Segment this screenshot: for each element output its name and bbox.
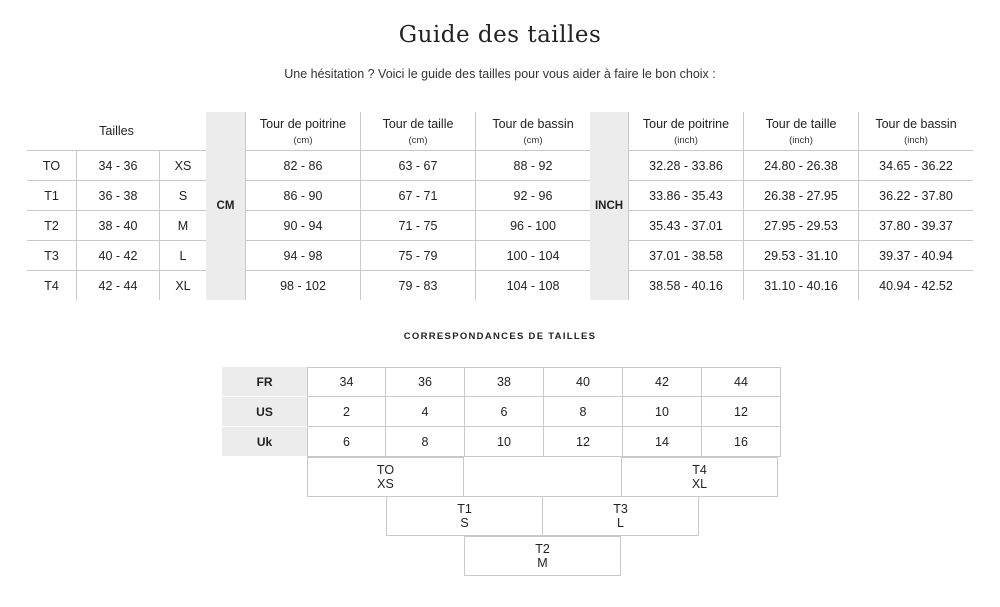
letter-size-cell: S	[159, 180, 206, 210]
column-label: Tour de taille	[382, 117, 454, 132]
size-code: TO	[376, 462, 395, 477]
size-code-cell: T2	[27, 210, 76, 240]
size-code: T2	[535, 541, 550, 556]
size-value-cell: 14	[623, 427, 702, 457]
size-code: T3	[613, 501, 628, 516]
inch-taille-cell: 27.95 - 29.53	[743, 210, 858, 240]
size-letter: XL	[691, 477, 708, 491]
cm-poitrine-cell: 98 - 102	[245, 270, 360, 300]
column-label: Tour de bassin	[492, 117, 574, 132]
size-value-cell: 34	[307, 367, 386, 397]
column-unit: (inch)	[789, 134, 813, 146]
cm-poitrine-cell: 94 - 98	[245, 240, 360, 270]
size-value-cell: 12	[702, 397, 781, 427]
inch-taille-cell: 31.10 - 40.16	[743, 270, 858, 300]
inch-column-header	[858, 112, 973, 150]
inch-bassin-cell: 40.94 - 42.52	[858, 270, 973, 300]
column-unit: (cm)	[523, 134, 543, 146]
inch-poitrine-cell: 37.01 - 38.58	[628, 240, 743, 270]
country-label: FR	[222, 367, 307, 397]
fr-size-cell: 36 - 38	[76, 180, 159, 210]
fr-size-cell: 38 - 40	[76, 210, 159, 240]
size-range-box	[621, 457, 778, 497]
inch-poitrine-cell: 38.58 - 40.16	[628, 270, 743, 300]
size-letter: XS	[377, 477, 394, 491]
cm-column-header	[245, 112, 360, 150]
inch-poitrine-cell: 33.86 - 35.43	[628, 180, 743, 210]
size-value-cell: 6	[465, 397, 544, 427]
size-code-cell: T4	[27, 270, 76, 300]
inch-column-header	[628, 112, 743, 150]
size-value-cell: 12	[544, 427, 623, 457]
cm-band-label: CM	[206, 112, 245, 300]
letter-size-cell: M	[159, 210, 206, 240]
size-code: T4	[692, 462, 707, 477]
size-value-cell: 16	[702, 427, 781, 457]
size-value-cell: 4	[386, 397, 465, 427]
size-range-box	[307, 457, 464, 497]
column-unit: (inch)	[674, 134, 698, 146]
size-range-box	[542, 496, 699, 536]
inch-bassin-cell: 36.22 - 37.80	[858, 180, 973, 210]
inch-band-label: INCH	[590, 112, 628, 300]
cm-taille-cell: 67 - 71	[360, 180, 475, 210]
inch-bassin-cell: 39.37 - 40.94	[858, 240, 973, 270]
size-letter: M	[537, 556, 548, 570]
country-label: Uk	[222, 427, 307, 457]
fr-size-cell: 42 - 44	[76, 270, 159, 300]
size-value-cell: 42	[623, 367, 702, 397]
correspondance-table	[222, 367, 781, 457]
inch-bassin-cell: 37.80 - 39.37	[858, 210, 973, 240]
letter-size-cell: XS	[159, 150, 206, 180]
size-value-cell: 38	[465, 367, 544, 397]
fr-size-cell: 34 - 36	[76, 150, 159, 180]
cm-bassin-cell: 96 - 100	[475, 210, 590, 240]
inch-bassin-cell: 34.65 - 36.22	[858, 150, 973, 180]
size-table	[27, 112, 973, 300]
cm-bassin-cell: 100 - 104	[475, 240, 590, 270]
cm-taille-cell: 79 - 83	[360, 270, 475, 300]
column-unit: (inch)	[904, 134, 928, 146]
inch-taille-cell: 29.53 - 31.10	[743, 240, 858, 270]
size-code: T1	[457, 501, 472, 516]
cm-poitrine-cell: 82 - 86	[245, 150, 360, 180]
fr-size-cell: 40 - 42	[76, 240, 159, 270]
cm-poitrine-cell: 90 - 94	[245, 210, 360, 240]
column-unit: (cm)	[408, 134, 428, 146]
size-value-cell: 10	[465, 427, 544, 457]
column-label: Tour de poitrine	[642, 117, 730, 132]
cm-bassin-cell: 104 - 108	[475, 270, 590, 300]
size-code-cell: TO	[27, 150, 76, 180]
inch-column-header	[743, 112, 858, 150]
country-label: US	[222, 397, 307, 427]
cm-column-header	[475, 112, 590, 150]
size-value-cell: 36	[386, 367, 465, 397]
size-letter: S	[460, 516, 469, 530]
cm-column-header	[360, 112, 475, 150]
size-value-cell: 44	[702, 367, 781, 397]
size-value-cell: 10	[623, 397, 702, 427]
correspondances-title: CORRESPONDANCES DE TAILLES	[403, 331, 597, 342]
cm-bassin-cell: 92 - 96	[475, 180, 590, 210]
column-label: Tour de bassin	[875, 117, 957, 132]
size-letter: L	[617, 516, 624, 530]
column-label: Tour de taille	[765, 117, 837, 132]
page-title: Guide des tailles	[398, 22, 602, 48]
size-code-cell: T3	[27, 240, 76, 270]
column-label: Tour de poitrine	[259, 117, 347, 132]
size-value-cell: 40	[544, 367, 623, 397]
size-value-cell: 6	[307, 427, 386, 457]
inch-taille-cell: 26.38 - 27.95	[743, 180, 858, 210]
size-code-cell: T1	[27, 180, 76, 210]
column-unit: (cm)	[293, 134, 313, 146]
cm-taille-cell: 75 - 79	[360, 240, 475, 270]
size-range-box	[386, 496, 543, 536]
tailles-header: Tailles	[99, 124, 134, 138]
cm-bassin-cell: 88 - 92	[475, 150, 590, 180]
cm-taille-cell: 71 - 75	[360, 210, 475, 240]
inch-poitrine-cell: 32.28 - 33.86	[628, 150, 743, 180]
letter-size-cell: XL	[159, 270, 206, 300]
size-range-box	[464, 536, 621, 576]
cm-poitrine-cell: 86 - 90	[245, 180, 360, 210]
inch-poitrine-cell: 35.43 - 37.01	[628, 210, 743, 240]
size-value-cell: 8	[544, 397, 623, 427]
cm-taille-cell: 63 - 67	[360, 150, 475, 180]
page-subtitle: Une hésitation ? Voici le guide des tailles pour vous aider à faire le bon choix :	[284, 67, 716, 81]
size-value-cell: 2	[307, 397, 386, 427]
letter-size-cell: L	[159, 240, 206, 270]
inch-taille-cell: 24.80 - 26.38	[743, 150, 858, 180]
size-value-cell: 8	[386, 427, 465, 457]
